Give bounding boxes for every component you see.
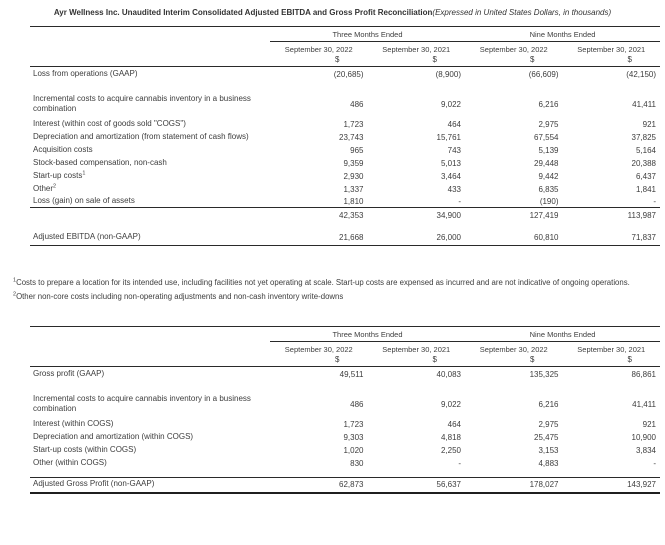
cell-value: 42,353: [339, 211, 364, 221]
cell-value: 37,825: [631, 133, 656, 143]
cell-value: 921: [642, 120, 656, 130]
cell-value: 21,668: [339, 233, 364, 243]
cell-value: 49,511: [339, 370, 364, 380]
spacer-row: [30, 469, 660, 478]
cell-value: 41,411: [632, 99, 656, 109]
row-label: [30, 184, 270, 195]
row-label-text: Interest (within COGS): [33, 418, 114, 428]
cell-value: 10,900: [631, 433, 656, 443]
document-title: [0, 0, 665, 18]
cell-value: 127,419: [529, 211, 559, 221]
row-label-text: Gross profit (GAAP): [33, 368, 105, 378]
row-label-text: Depreciation and amortization (within COGS): [33, 431, 194, 441]
table-row: [30, 117, 660, 130]
row-label: [30, 445, 270, 456]
row-label: [30, 69, 270, 80]
column-group-three-months: Three Months Ended: [332, 330, 403, 340]
cell-value: 433: [447, 185, 461, 195]
footnote-text: Costs to prepare a location for its intended use, including facilities not yet operating at scale. Start-up costs are expensed as incurred and are not indicative of ongoing operations.: [16, 278, 630, 288]
cell-value: 34,900: [436, 211, 461, 221]
table-row: [30, 456, 660, 469]
currency-symbol: $: [335, 55, 340, 65]
table-row: [30, 92, 660, 117]
row-label-text: Other (within COGS): [33, 457, 107, 467]
cell-value: 486: [350, 99, 364, 109]
cell-value: 56,637: [436, 480, 461, 490]
cell-value: 6,216: [538, 399, 559, 409]
row-label: [30, 369, 270, 380]
cell-value: 2,250: [440, 446, 461, 456]
column-header-date: September 30, 2022: [284, 345, 353, 355]
title-text: Ayr Wellness Inc. Unaudited Interim Consolidated Adjusted EBITDA and Gross Profit Reconciliation: [53, 8, 433, 17]
header-currency-row: [30, 355, 660, 367]
cell-value: (190): [539, 197, 559, 207]
label-column-spacer: [30, 355, 270, 366]
row-label-text: Loss (gain) on sale of assets: [33, 195, 135, 205]
gross-profit-table-body: [30, 367, 660, 494]
cell-value: 5,013: [440, 159, 461, 169]
cell-value: 464: [447, 420, 461, 430]
row-label-text: Stock-based compensation, non-cash: [33, 157, 167, 167]
currency-symbol: $: [627, 55, 632, 65]
cell-value: 9,442: [538, 172, 559, 182]
row-label-text: Start-up costs (within COGS): [33, 444, 137, 454]
table-row: [30, 430, 660, 443]
cell-value: -: [653, 197, 656, 207]
column-header-date: September 30, 2021: [577, 345, 646, 355]
currency-symbol: $: [432, 355, 437, 365]
currency-symbol: $: [627, 355, 632, 365]
ebitda-reconciliation-table: [30, 26, 660, 246]
column-group-nine-months: Nine Months Ended: [529, 330, 596, 340]
cell-value: 5,164: [635, 146, 656, 156]
cell-value: 1,020: [343, 446, 364, 456]
row-label-text: Incremental costs to acquire cannabis inventory in a business combination: [33, 93, 251, 114]
cell-value: 15,761: [436, 133, 461, 143]
gross-profit-reconciliation-table: [30, 326, 660, 494]
footnote-other-costs: [13, 290, 655, 304]
cell-value: -: [653, 459, 656, 469]
table-row: [30, 195, 660, 208]
row-label-text: Interest (within cost of goods sold "COGS"): [33, 118, 186, 128]
column-header-date: September 30, 2022: [479, 45, 548, 55]
row-label: [30, 394, 270, 416]
row-label: [30, 432, 270, 443]
label-column-spacer: [30, 327, 270, 342]
cell-value: 3,464: [440, 172, 461, 182]
period-groups: [270, 327, 660, 342]
cell-value: 1,723: [343, 120, 364, 130]
cell-value: (20,685): [333, 70, 364, 80]
row-label-text: Depreciation and amortization (from statement of cash flows): [33, 131, 249, 141]
row-label-text: Start-up costs: [33, 170, 83, 180]
cell-value: 9,022: [440, 99, 461, 109]
row-label: [30, 479, 270, 490]
cell-value: 41,411: [632, 399, 656, 409]
cell-value: 40,083: [436, 370, 461, 380]
cell-value: 2,975: [538, 120, 559, 130]
cell-value: 29,448: [534, 159, 559, 169]
spacer-row: [30, 221, 660, 230]
header-date-row: [30, 342, 660, 355]
cell-value: 4,883: [538, 459, 559, 469]
row-label-text: Acquisition costs: [33, 144, 93, 154]
cell-value: 143,927: [627, 480, 656, 490]
cell-value: 2,975: [538, 420, 559, 430]
row-label-text: Adjusted Gross Profit (non-GAAP): [33, 478, 155, 488]
cell-value: 1,723: [343, 420, 364, 430]
cell-value: 23,743: [339, 133, 364, 143]
footnote-marker: 2: [13, 291, 17, 298]
cell-value: 5,139: [538, 146, 559, 156]
cell-value: 1,810: [343, 197, 364, 207]
cell-value: 2,930: [343, 172, 364, 182]
cell-value: 464: [447, 120, 461, 130]
label-column-spacer: [30, 27, 270, 42]
cell-value: 6,437: [635, 172, 656, 182]
column-header-date: September 30, 2021: [382, 45, 451, 55]
header-currency-row: [30, 55, 660, 67]
period-groups: [270, 27, 660, 42]
table-row: [30, 143, 660, 156]
footnote-reference: 2: [53, 182, 57, 189]
table-row: [30, 417, 660, 430]
footnote-startup-costs: [13, 276, 655, 290]
cell-value: 62,873: [339, 480, 364, 490]
cell-value: 86,861: [631, 370, 656, 380]
row-label: [30, 196, 270, 207]
row-label: [30, 132, 270, 143]
row-label: [30, 94, 270, 116]
cell-value: 9,359: [343, 159, 364, 169]
table-row: [30, 156, 660, 169]
cell-value: 743: [447, 146, 461, 156]
column-group-three-months: Three Months Ended: [332, 30, 403, 40]
spacer-row: [30, 380, 660, 392]
table-row: [30, 208, 660, 221]
cell-value: 20,388: [631, 159, 656, 169]
cell-value: (8,900): [435, 70, 461, 80]
cell-value: 178,027: [529, 480, 559, 490]
currency-symbol: $: [432, 55, 437, 65]
cell-value: 60,810: [534, 233, 559, 243]
cell-value: 67,554: [534, 133, 559, 143]
cell-value: 1,841: [635, 185, 656, 195]
table-row: [30, 478, 660, 494]
table-row: [30, 182, 660, 195]
cell-value: 486: [350, 399, 364, 409]
label-column-spacer: [30, 344, 270, 355]
cell-value: 3,153: [538, 446, 559, 456]
column-group-nine-months: Nine Months Ended: [529, 30, 596, 40]
cell-value: 9,303: [343, 433, 364, 443]
cell-value: 9,022: [440, 399, 461, 409]
currency-symbol: $: [530, 355, 535, 365]
cell-value: (66,609): [528, 70, 559, 80]
row-label-text: Incremental costs to acquire cannabis inventory in a business combination: [33, 393, 251, 414]
table-row: [30, 230, 660, 246]
cell-value: 830: [350, 459, 364, 469]
table-row: [30, 443, 660, 456]
cell-value: (42,150): [626, 70, 656, 80]
table-row: [30, 130, 660, 143]
spacer-row: [30, 80, 660, 92]
column-header-date: September 30, 2022: [284, 45, 353, 55]
label-column-spacer: [30, 55, 270, 66]
ebitda-table-body: [30, 67, 660, 246]
cell-value: 26,000: [436, 233, 461, 243]
cell-value: -: [458, 459, 461, 469]
row-label: [30, 119, 270, 130]
footnote-marker: 1: [13, 277, 17, 284]
row-label: [30, 419, 270, 430]
header-date-row: [30, 42, 660, 55]
currency-symbol: $: [335, 355, 340, 365]
cell-value: 4,818: [440, 433, 461, 443]
table-row: [30, 169, 660, 182]
label-column-spacer: [30, 44, 270, 55]
header-group-row: [30, 27, 660, 42]
cell-value: 135,325: [529, 370, 559, 380]
cell-value: 921: [642, 420, 656, 430]
footnotes: [13, 276, 655, 304]
currency-symbol: $: [530, 55, 535, 65]
cell-value: 6,835: [538, 185, 559, 195]
cell-value: 113,987: [627, 211, 656, 221]
row-label-text: Adjusted EBITDA (non-GAAP): [33, 231, 141, 241]
table-row: [30, 392, 660, 417]
cell-value: 25,475: [534, 433, 559, 443]
column-header-date: September 30, 2021: [577, 45, 646, 55]
cell-value: 3,834: [635, 446, 656, 456]
cell-value: 965: [350, 146, 364, 156]
row-label: [30, 158, 270, 169]
row-label-text: Loss from operations (GAAP): [33, 68, 138, 78]
cell-value: 1,337: [343, 185, 364, 195]
cell-value: -: [458, 197, 461, 207]
table-row: [30, 67, 660, 80]
row-label: [30, 458, 270, 469]
footnote-text: Other non-core costs including non-operating adjustments and non-cash inventory write-downs: [16, 292, 344, 302]
title-currency-note: (Expressed in United States Dollars, in thousands): [432, 8, 612, 17]
table-row: [30, 367, 660, 380]
footnote-reference: 1: [82, 169, 86, 176]
cell-value: 71,837: [631, 233, 656, 243]
row-label-text: Other: [33, 183, 54, 193]
header-group-row: [30, 327, 660, 342]
cell-value: 6,216: [538, 99, 559, 109]
row-label: [30, 171, 270, 182]
row-label: [30, 145, 270, 156]
column-header-date: September 30, 2021: [382, 345, 451, 355]
row-label: [30, 232, 270, 243]
column-header-date: September 30, 2022: [479, 345, 548, 355]
